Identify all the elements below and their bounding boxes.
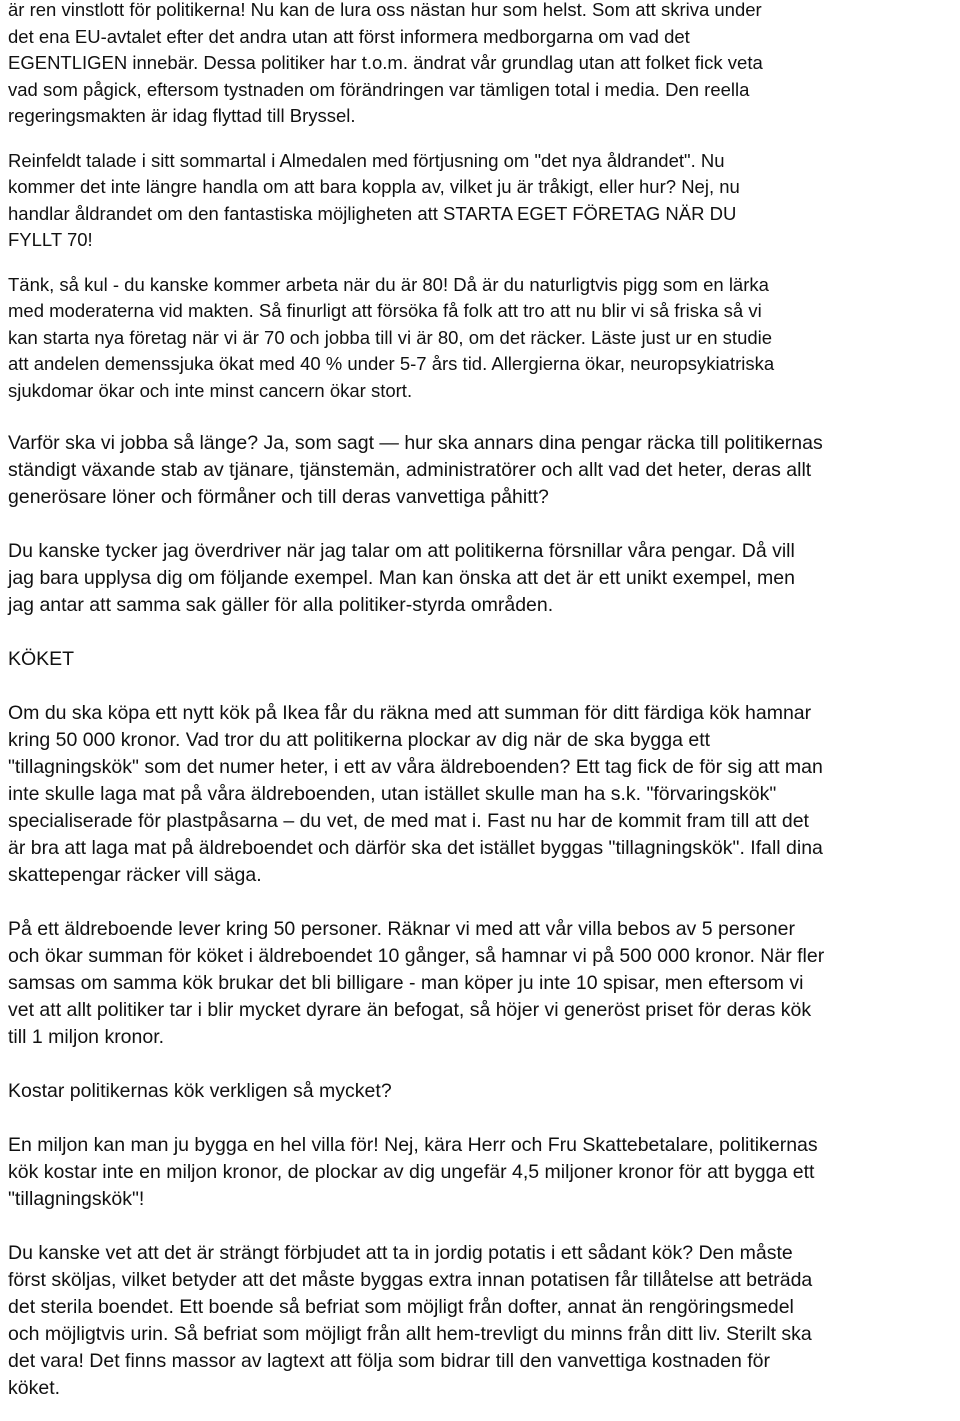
- paragraph-reinfeldt-speech: Reinfeldt talade i sitt sommartal i Almedalen med förtjusning om "det nya åldrandet". Nu kommer det inte längre handla om att bara koppla av, vilket ju är tråkigt, eller hur? Nej, nu handlar åldrandet om den fantastiska möjligheten att STARTA EGET FÖRETAG NÄR DU FYLLT 70!: [8, 149, 740, 250]
- intro-section: [8, 0, 952, 404]
- paragraph-one-million: En miljon kan man ju bygga en hel villa för! Nej, kära Herr och Fru Skattebetalare, politikernas kök kostar inte en miljon kronor, de plockar av dig ungefär 4,5 miljoner kronor för att bygga ett "tillagningskök"!: [8, 1134, 818, 1210]
- main-section: [8, 430, 952, 1402]
- paragraph-example-intro: Du kanske tycker jag överdriver när jag talar om att politikerna försnillar våra pengar. Då vill jag bara upplysa dig om följande exempel. Man kan önska att det är ett unikt exempel, men jag antar att samma sak gäller för alla politiker-styrda områden.: [8, 540, 795, 616]
- paragraph-eu-politicians: är ren vinstlott för politikerna! Nu kan de lura oss nästan hur som helst. Som att skriva under det ena EU-avtalet efter det andra utan att först informera medborgarna om vad det EGENTLIGEN innebär. Dessa politiker har t.o.m. ändrat vår grundlag utan att folket fick veta vad som pågick, eftersom tystnaden om förändringen var tämligen total i media. Den reella regeringsmakten är idag flyttad till Bryssel.: [8, 0, 763, 126]
- paragraph-ikea-kitchen: Om du ska köpa ett nytt kök på Ikea får du räkna med att summan för ditt färdiga kök hamnar kring 50 000 kronor. Vad tror du att politikerna plockar av dig när de ska bygga ett "tillagningskök" som det numer heter, i ett av våra äldreboenden? Ett tag fick de för sig att man inte skulle laga mat på våra äldreboenden, utan istället skulle man ha s.k. "förvaringskök" specialiserade för plastpåsarna – du vet, de med mat i. Fast nu har de kommit fram till att det är bra att laga mat på äldreboendet och därför ska det istället byggas "tillagningskök". Ifall dina skattepengar räcker vill säga.: [8, 702, 823, 886]
- section-heading-koket: KÖKET: [8, 648, 75, 670]
- paragraph-elderly-home-cost: På ett äldreboende lever kring 50 personer. Räknar vi med att vår villa bebos av 5 personer och ökar summan för köket i äldreboendet 10 gånger, så hamnar vi på 500 000 kronor. När fler samsas om samma kök brukar det bli billigare - man köper ju inte 10 spisar, men eftersom vi vet att allt politiker tar i blir mycket dyrare än befogat, så höjer vi generöst priset för deras kök till 1 miljon kronor.: [8, 918, 825, 1048]
- paragraph-working-at-80: Tänk, så kul - du kanske kommer arbeta när du är 80! Då är du naturligtvis pigg som en lärka med moderaterna vid makten. Så finurligt att försöka få folk att tro att nu blir vi så friska så vi kan starta nya företag när vi är 70 och jobba till vi är 80, om det räcker. Läste just ur en studie att andelen demenssjuka ökat med 40 % under 5-7 års tid. Allergierna ökar, neuropsykiatriska sjukdomar ökar och inte minst cancern ökar stort.: [8, 273, 775, 401]
- paragraph-question-cost: Kostar politikernas kök verkligen så mycket?: [8, 1080, 392, 1102]
- paragraph-why-work-so-long: Varför ska vi jobba så länge? Ja, som sagt — hur ska annars dina pengar räcka till politikernas ständigt växande stab av tjänare, tjänstemän, administratörer och allt vad det heter, deras allt generösare löner och förmåner och till deras vanvettiga påhitt?: [8, 432, 823, 508]
- paragraph-potato-rules: Du kanske vet att det är strängt förbjudet att ta in jordig potatis i ett sådant kök? Den måste först sköljas, vilket betyder att det måste byggas extra innan potatisen får tillåtelse att beträda det sterila boendet. Ett boende så befriat som möjligt från dofter, annat än rengöringsmedel och möjligtvis urin. Så befriat som möjligt från allt hem-trevligt du minns från ditt liv. Sterilt ska det vara! Det finns massor av lagtext att följa som bidrar till den vanvettiga kostnaden för köket.: [8, 1242, 813, 1399]
